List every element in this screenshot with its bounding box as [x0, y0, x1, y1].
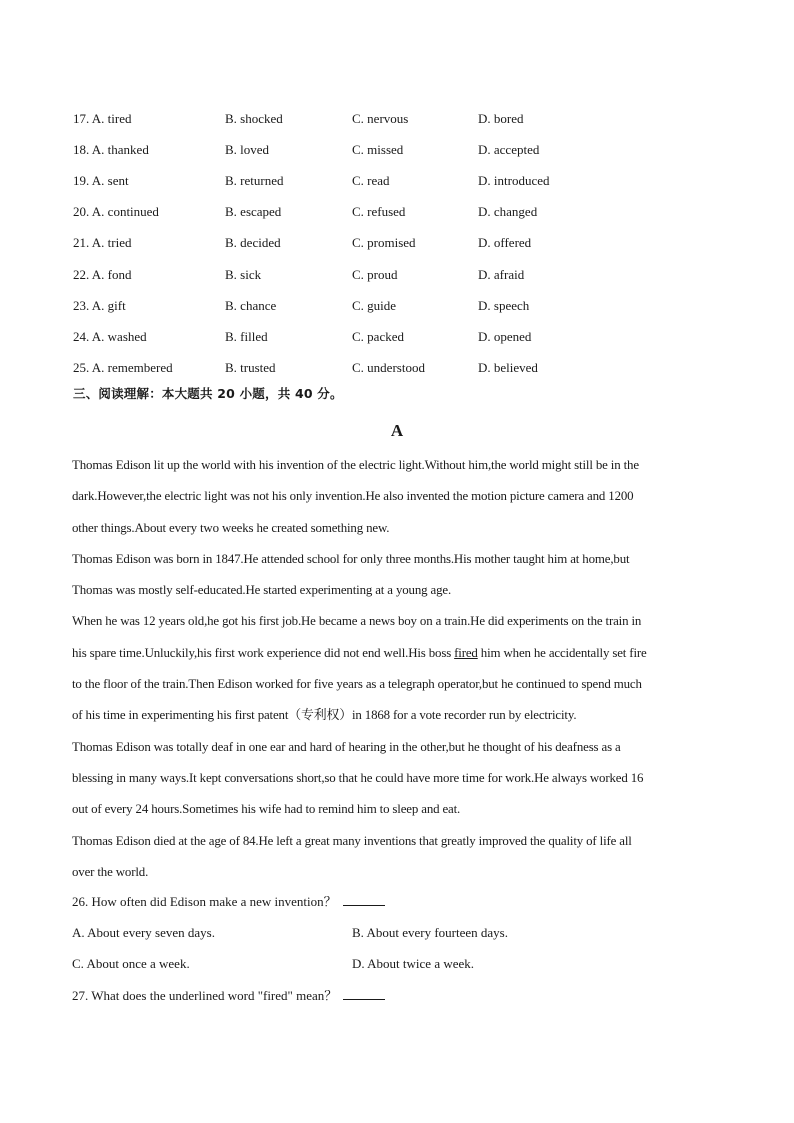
passage-line: Thomas Edison lit up the world with his invention of the electric light.Without him,the world might still be in the — [72, 458, 639, 472]
question-27 — [72, 985, 722, 1016]
passage-line: When he was 12 years old,he got his first job.He became a news boy on a train.He did experiments on the train in — [72, 614, 642, 629]
passage-line: other things.About every two weeks he created something new. — [72, 520, 390, 535]
option-c: C. understood — [352, 360, 425, 376]
option-d: D. opened — [478, 328, 532, 344]
choice-row-20 — [73, 197, 713, 228]
option-a: 17. A. tired — [73, 110, 132, 126]
option-a: 20. A. continued — [73, 204, 159, 220]
reading-passage — [72, 454, 722, 892]
option-b: B. chance — [225, 297, 277, 313]
question-stem: 27. What does the underlined word "fired" mean？ — [72, 987, 338, 1003]
passage-line: to the floor of the train.Then Edison worked for five years as a telegraph operator,but he continued to spend much — [72, 677, 642, 692]
passage-line: of his time in experimenting his first patent（专利权）in 1868 for a vote recorder run by electricity. — [72, 708, 577, 723]
choice-row-23 — [73, 290, 713, 321]
option-c: C. refused — [352, 204, 406, 220]
option-c: C. proud — [352, 266, 398, 282]
answer-blank[interactable] — [343, 985, 385, 1000]
passage-line: Thomas Edison was totally deaf in one ear and hard of hearing in the other,but he thought of his deafness as a — [72, 739, 621, 754]
option-b: B. trusted — [225, 360, 276, 376]
option-d: D. speech — [478, 297, 530, 313]
cloze-choices — [73, 103, 713, 384]
passage-line — [72, 642, 722, 673]
question-26-options-row2 — [72, 953, 722, 984]
option-d: D. introduced — [478, 172, 550, 188]
option-c: C. missed — [352, 141, 404, 157]
choice-row-22 — [73, 259, 713, 290]
passage-line: Thomas Edison was born in 1847.He attended school for only three months.His mother taught him at home,but — [72, 551, 630, 566]
option-b: B. shocked — [225, 110, 283, 126]
option-a: 21. A. tried — [73, 235, 132, 251]
option-a: 18. A. thanked — [73, 141, 149, 157]
option-b: B. loved — [225, 141, 270, 157]
option-a: 25. A. remembered — [73, 360, 173, 376]
option-d: D. bored — [478, 110, 524, 126]
passage-text: his spare time.Unluckily,his first work experience did not end well.His boss — [72, 645, 455, 660]
option-a: 22. A. fond — [73, 266, 132, 282]
choice-row-21 — [73, 228, 713, 259]
passage-line: Thomas Edison died at the age of 84.He left a great many inventions that greatly improved the quality of life all — [72, 833, 632, 848]
passage-title: A — [390, 421, 404, 440]
option-d: D. changed — [478, 204, 538, 220]
underlined-word: fired — [454, 645, 478, 660]
question-26 — [72, 891, 722, 922]
choice-row-17 — [73, 103, 713, 134]
answer-blank[interactable] — [343, 891, 385, 906]
choice-row-25 — [73, 353, 713, 384]
choice-row-19 — [73, 165, 713, 196]
option-b: B. returned — [225, 172, 284, 188]
option-b: B. decided — [225, 235, 281, 251]
option-c: C. guide — [352, 297, 397, 313]
passage-line: Thomas was mostly self-educated.He started experimenting at a young age. — [72, 583, 452, 598]
option-a: 19. A. sent — [73, 172, 129, 188]
question-26-options-row1 — [72, 922, 722, 953]
option-d: D. accepted — [478, 141, 540, 157]
option-c: C. nervous — [352, 110, 409, 126]
option-b[interactable]: B. About every fourteen days. — [352, 925, 508, 941]
option-d: D. offered — [478, 235, 532, 251]
choice-row-18 — [73, 134, 713, 165]
option-c: C. promised — [352, 235, 416, 251]
option-a[interactable]: A. About every seven days. — [72, 925, 215, 941]
option-a: 23. A. gift — [73, 297, 126, 313]
option-d: D. afraid — [478, 266, 525, 282]
option-d[interactable]: D. About twice a week. — [352, 956, 475, 972]
passage-line: out of every 24 hours.Sometimes his wife had to remind him to sleep and eat. — [72, 802, 461, 817]
passage-line: dark.However,the electric light was not his only invention.He also invented the motion picture camera and 1200 — [72, 489, 634, 504]
option-c: C. packed — [352, 328, 404, 344]
passage-line: blessing in many ways.It kept conversations short,so that he could have more time for work.He always worked 16 — [72, 770, 644, 785]
questions — [72, 891, 722, 1016]
choice-row-24 — [73, 321, 713, 352]
option-b: B. sick — [225, 266, 262, 282]
option-a: 24. A. washed — [73, 328, 147, 344]
passage-text: him when he accidentally set fire — [477, 645, 647, 660]
section-heading: 三、阅读理解：本大题共 20 小题，共 40 分。 — [73, 386, 343, 401]
option-c: C. read — [352, 172, 390, 188]
question-stem: 26. How often did Edison make a new invention？ — [72, 894, 337, 909]
passage-line: over the world. — [72, 864, 149, 879]
option-b: B. filled — [225, 328, 268, 344]
option-b: B. escaped — [225, 204, 282, 220]
option-d: D. believed — [478, 360, 538, 376]
option-c[interactable]: C. About once a week. — [72, 956, 190, 972]
